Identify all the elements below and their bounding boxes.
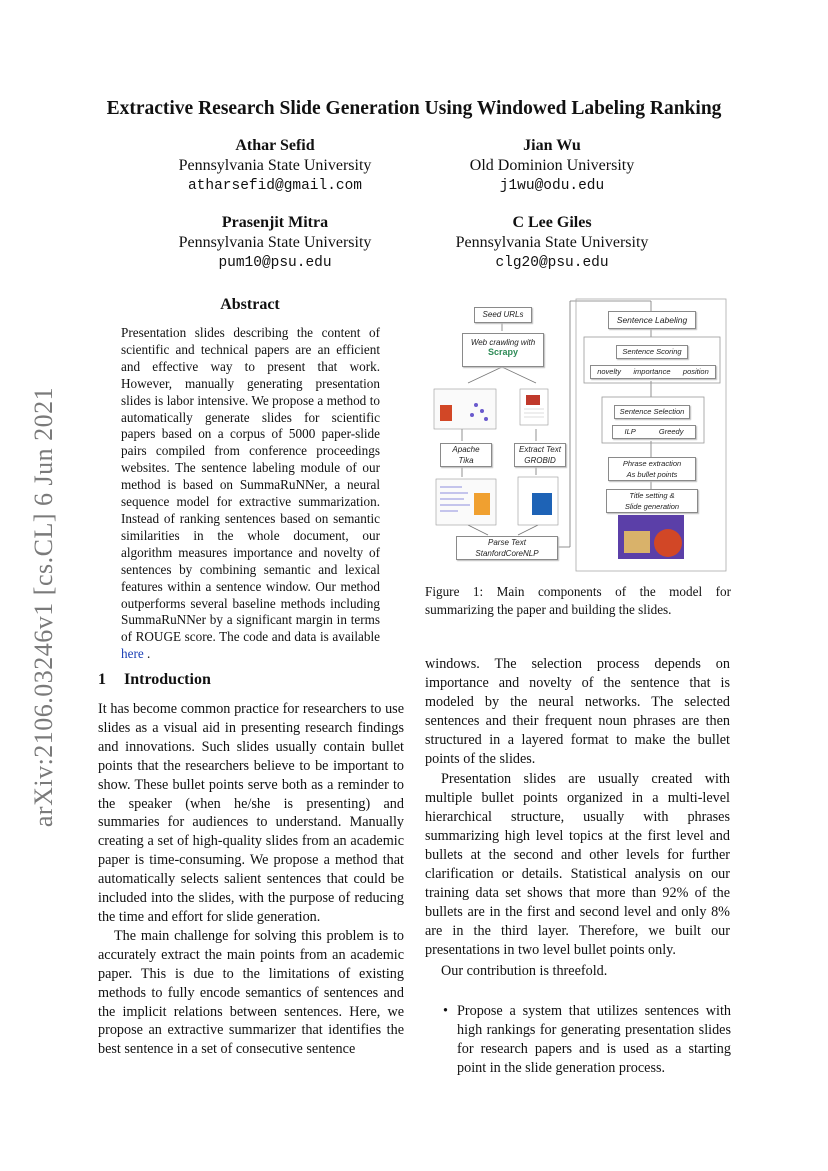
- feature-position: position: [682, 367, 709, 376]
- web-crawling-label: Web crawling with: [470, 338, 536, 347]
- parse-text-label: Parse Text: [488, 538, 526, 547]
- bullet-text: Propose a system that utilizes sentences with high rankings for generating presentation slides for research papers and is used as a starting point in the slide generation process.: [457, 1003, 731, 1076]
- bullet-icon: •: [443, 1003, 448, 1019]
- abstract-end: .: [143, 646, 151, 662]
- abstract-heading: Abstract: [220, 296, 280, 313]
- author-name: Jian Wu: [523, 137, 581, 154]
- selection-methods-box: [612, 425, 696, 439]
- author-affiliation: Old Dominion University: [469, 157, 635, 174]
- phrase-extraction-label: Phrase extraction: [622, 459, 682, 468]
- title-setting-box: [606, 489, 698, 513]
- method-greedy: Greedy: [658, 427, 684, 436]
- paragraph: It has become common practice for researchers to use slides as a visual aid in presenting research findings and innovations. Such slides usually contain bullet points that the researchers believe to be important to show. These bullet points serve both as a reminder to the speaker (when he/she is presenting) and summaries for audiences to understand. Manually creating a set of high-quality slides from an academic paper is time-consuming. We propose a method that automatically selects salient sentences that could be included into the slides, with the purpose of reducing the time and effort for slide generation.: [98, 701, 404, 925]
- author-affiliation: Pennsylvania State University: [455, 234, 649, 251]
- author-email[interactable]: atharsefid@gmail.com: [187, 178, 363, 194]
- author-email[interactable]: j1wu@odu.edu: [499, 178, 605, 194]
- seed-urls-box: Seed URLs: [474, 307, 532, 323]
- apache-tika-label: Apache: [452, 445, 480, 454]
- feature-novelty: novelty: [597, 367, 621, 376]
- scoring-features-box: [590, 365, 716, 379]
- figure-caption: Figure 1: Main components of the model for summarizing the paper and building the slides.: [425, 584, 731, 617]
- paper-title: Extractive Research Slide Generation Using Windowed Labeling Ranking: [106, 98, 722, 119]
- section-number: 1: [98, 671, 106, 688]
- sentence-scoring-box: Sentence Scoring: [616, 345, 688, 359]
- section-heading: [98, 671, 398, 689]
- apache-tika-label: Tika: [458, 456, 474, 465]
- code-link[interactable]: here: [121, 646, 144, 662]
- author-affiliation: Pennsylvania State University: [178, 157, 372, 174]
- abstract-text: [121, 325, 380, 663]
- feature-importance: importance: [633, 367, 671, 376]
- author-email[interactable]: pum10@psu.edu: [218, 255, 332, 271]
- phrase-extraction-label: As bullet points: [626, 470, 678, 479]
- paragraph: Our contribution is threefold.: [441, 962, 608, 979]
- paragraph: Presentation slides are usually created with multiple bullet points organized in a multi-level hierarchical structure, usually with phrases summarizing high level topics at the first level and bullets at the second and other levels for further clarification or details. Statistical analysis on our training data set shows that more than 92% of the bullets are in the first and second level and only 8% are in the third layer. Therefore, we built our presentations in two level bullet points only.: [425, 771, 730, 958]
- author-name: Athar Sefid: [235, 137, 315, 154]
- author-name: C Lee Giles: [512, 214, 592, 231]
- scrapy-logo: Scrapy: [487, 347, 519, 357]
- web-crawling-box: [462, 333, 544, 367]
- parse-text-label: StanfordCoreNLP: [475, 549, 539, 558]
- extract-text-box: [514, 443, 566, 467]
- parse-text-box: [456, 536, 558, 560]
- section-title: Introduction: [124, 671, 211, 688]
- author-block: [402, 213, 702, 273]
- author-block: [402, 136, 702, 196]
- method-ilp: ILP: [624, 427, 636, 436]
- arxiv-sidebar-id: arXiv:2106.03246v1 [cs.CL] 6 Jun 2021: [29, 386, 58, 828]
- author-name: Prasenjit Mitra: [221, 214, 329, 231]
- sentence-selection-box: Sentence Selection: [614, 405, 690, 419]
- contribution-bullet: [443, 1002, 731, 1078]
- sentence-labeling-box: Sentence Labeling: [608, 311, 696, 329]
- author-email[interactable]: clg20@psu.edu: [495, 255, 609, 271]
- pipeline-figure: [428, 297, 728, 572]
- paragraph: The main challenge for solving this problem is to accurately extract the main points from an academic paper. This is due to the limitations of existing methods to fully encode semantics of sentences and the implicit relations between sentences. Here, we propose an extractive summarizer that identifies the best sentence in a set of consecutive sentence: [98, 927, 404, 1058]
- author-affiliation: Pennsylvania State University: [178, 234, 372, 251]
- author-block: [125, 136, 425, 196]
- paragraph: windows. The selection process depends on importance and novelty of the sentence that is modeled by the neural networks. The selected sentences and their frequent noun phrases are then structured in a layered format to make the bullet points of the slides.: [425, 656, 730, 767]
- extract-text-label: Extract Text: [519, 445, 561, 454]
- abstract-body: Presentation slides describing the content of scientific and technical papers are an efficient and effective way to present that work. However, manually generating presentation slides is labor intensive. We propose a method to automatically generate slides for scientific papers based on a corpus of 5000 paper-slide pairs compiled from conference proceedings websites. The sentence labeling module of our method is based on SummaRuNNer, a neural sequence model for extractive summarization. Instead of ranking sentences based on semantic similarities in the whole document, our algorithm measures importance and novelty of sentences by combining semantic and lexical features within a sentence window. Our method outperforms several baseline methods including SummaRuNNer by a significant margin in terms of ROUGE score. The code and data is available: [121, 325, 380, 645]
- author-block: [125, 213, 425, 273]
- extract-text-label: GROBID: [524, 456, 556, 465]
- title-setting-label: Title setting &: [629, 491, 675, 500]
- left-column-text: [98, 700, 404, 1059]
- title-setting-label: Slide generation: [624, 502, 680, 511]
- phrase-extraction-box: [608, 457, 696, 481]
- right-column-text: [425, 655, 730, 980]
- apache-tika-box: [440, 443, 492, 467]
